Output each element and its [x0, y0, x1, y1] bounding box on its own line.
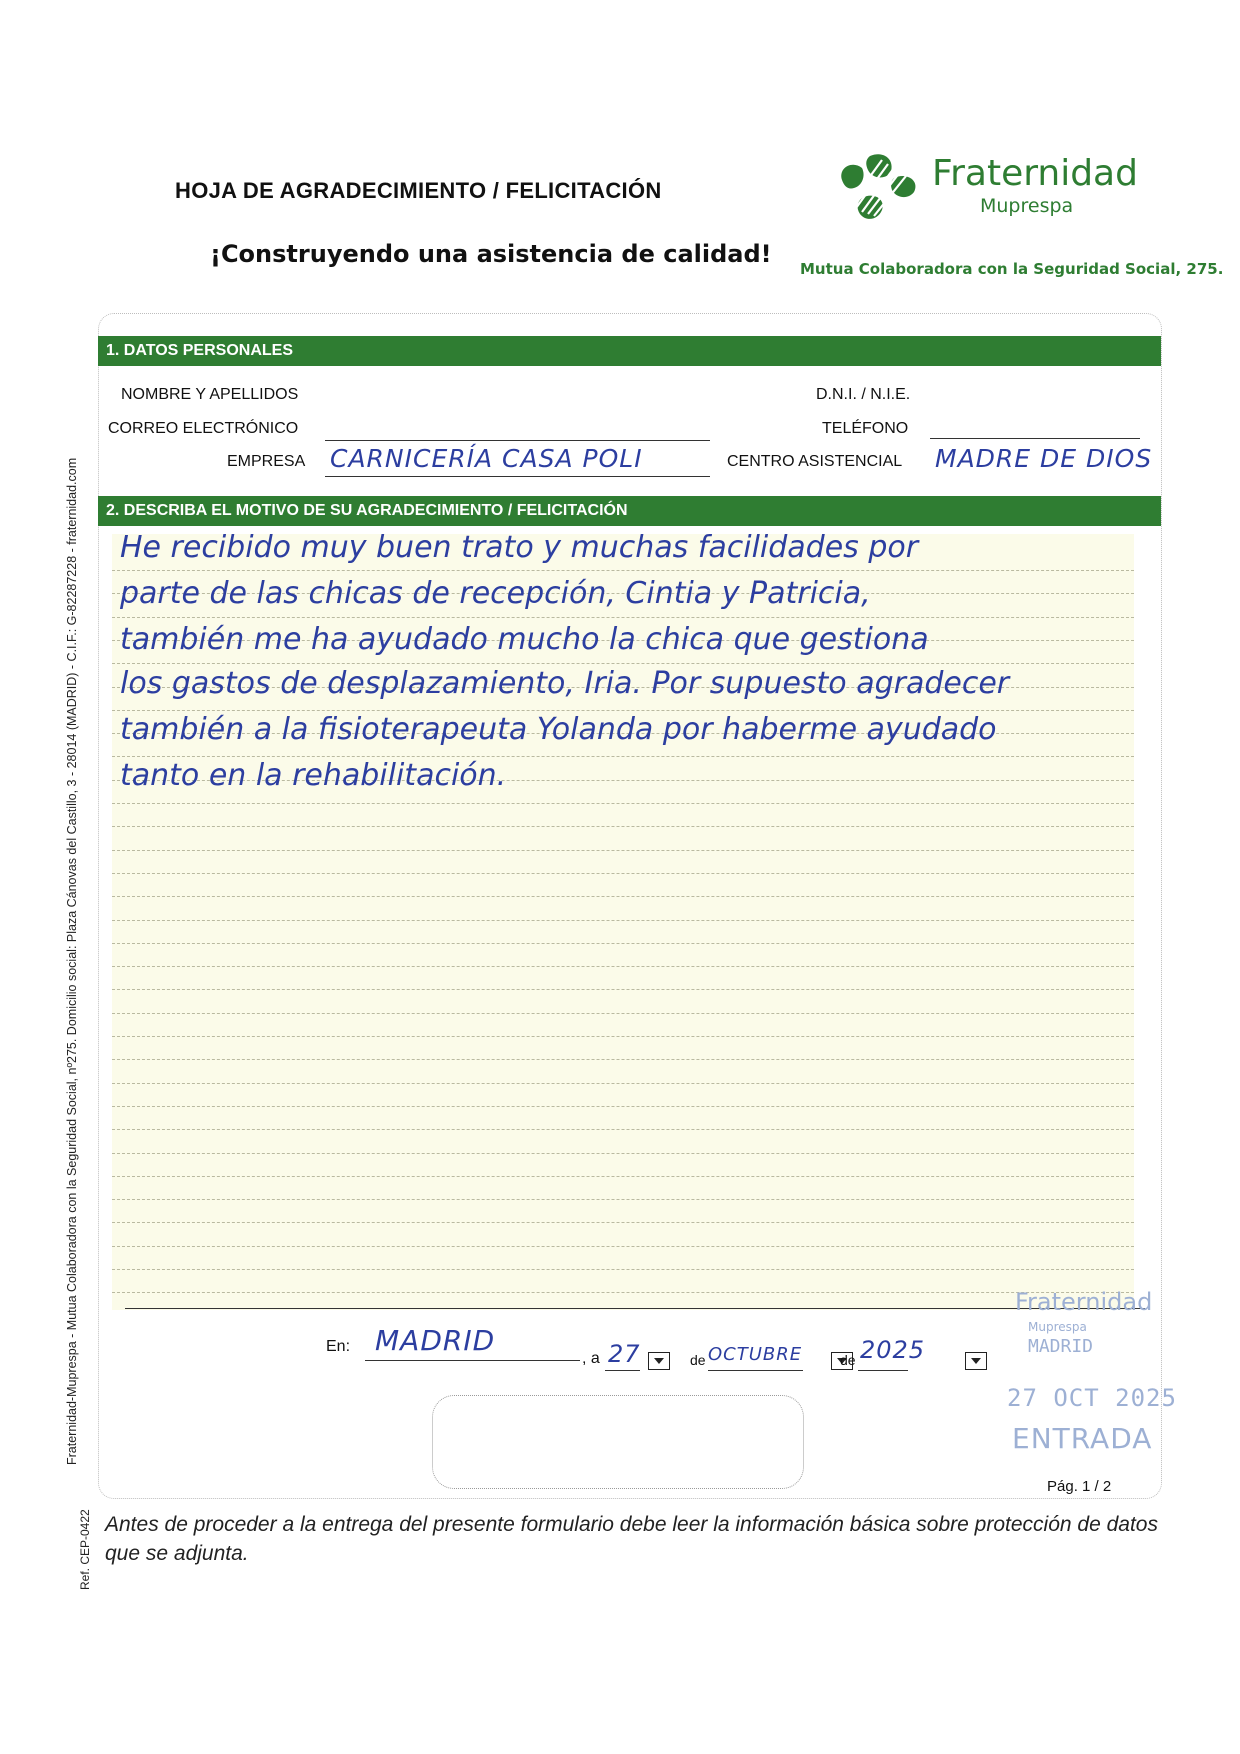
brand-name: Fraternidad [932, 153, 1138, 194]
ruled-line [112, 1292, 1134, 1293]
day-prefix: , a [582, 1350, 600, 1367]
stamp-word: ENTRADA [1012, 1422, 1153, 1455]
center-value[interactable]: MADRE DE DIOS [935, 444, 1153, 473]
day-value[interactable]: 27 [608, 1340, 641, 1368]
phone-label: TELÉFONO [822, 420, 909, 437]
ruled-line [112, 663, 1134, 664]
company-label: EMPRESA [227, 453, 306, 470]
ruled-line [112, 920, 1134, 921]
privacy-notice: Antes de proceder a la entrega del presente formulario debe leer la información básica sobre protección de datos que se adjunta. [105, 1513, 1158, 1565]
ruled-line [112, 617, 1134, 618]
page-number: Pág. 1 / 2 [1047, 1478, 1112, 1495]
stamp-city: MADRID [1028, 1336, 1094, 1357]
ruled-line [112, 896, 1134, 897]
month-prefix: de [690, 1352, 706, 1368]
ruled-line [112, 1129, 1134, 1130]
ruled-line [112, 1222, 1134, 1223]
name-label: NOMBRE Y APELLIDOS [121, 386, 299, 403]
month-value[interactable]: OCTUBRE [708, 1344, 803, 1365]
email-label: CORREO ELECTRÓNICO [108, 420, 299, 437]
ruled-line [112, 803, 1134, 804]
reference-code: Ref. CEP-0422 [78, 1509, 92, 1590]
year-prefix: de [840, 1352, 856, 1368]
reason-line: He recibido muy buen trato y muchas facilidades por [120, 530, 919, 565]
ruled-line [112, 966, 1134, 967]
phone-field[interactable] [930, 438, 1140, 439]
center-label: CENTRO ASISTENCIAL [727, 453, 903, 470]
signature-line [125, 1308, 1145, 1309]
section-reason-header: 2. DESCRIBA EL MOTIVO DE SU AGRADECIMIENTO / FELICITACIÓN [98, 496, 1161, 526]
reason-line: los gastos de desplazamiento, Iria. Por supuesto agradecer [120, 666, 1010, 701]
place-value[interactable]: MADRID [375, 1324, 496, 1357]
ruled-line [112, 943, 1134, 944]
day-field-line [605, 1370, 640, 1371]
ruled-line [112, 570, 1134, 571]
ruled-line [112, 1059, 1134, 1060]
name-field[interactable] [325, 405, 710, 406]
day-dropdown-icon[interactable] [648, 1352, 670, 1370]
ruled-line [112, 850, 1134, 851]
reason-line: también me ha ayudado mucho la chica que gestiona [120, 622, 929, 657]
place-label: En: [326, 1338, 351, 1355]
ruled-line [112, 1013, 1134, 1014]
reason-line: tanto en la rehabilitación. [120, 758, 507, 793]
stamp-date: 27 OCT 2025 [1007, 1384, 1177, 1412]
dni-label: D.N.I. / N.I.E. [816, 386, 911, 403]
stamp-brand: Fraternidad [1015, 1288, 1153, 1316]
fraternidad-logo-icon [832, 150, 932, 230]
year-value[interactable]: 2025 [860, 1336, 926, 1364]
place-field-line [365, 1360, 580, 1361]
year-dropdown-icon[interactable] [965, 1352, 987, 1370]
ruled-line [112, 1106, 1134, 1107]
ruled-line [112, 989, 1134, 990]
document-title: HOJA DE AGRADECIMIENTO / FELICITACIÓN [175, 178, 662, 203]
brand-tagline: Mutua Colaboradora con la Seguridad Social, 275. [800, 260, 1224, 278]
company-value[interactable]: CARNICERÍA CASA POLI [330, 444, 643, 473]
ruled-line [112, 710, 1134, 711]
stamp-sub: Muprespa [1028, 1320, 1087, 1334]
document-subtitle: ¡Construyendo una asistencia de calidad! [210, 240, 772, 268]
brand-subname: Muprespa [980, 195, 1074, 217]
ruled-line [112, 1246, 1134, 1247]
ruled-line [112, 1036, 1134, 1037]
section-personal-data-header: 1. DATOS PERSONALES [98, 336, 1161, 366]
ruled-line [112, 1083, 1134, 1084]
side-legal-text: Fraternidad-Muprespa - Mutua Colaboradora con la Seguridad Social, nº275. Domicilio social: Plaza Cánovas del Castillo, 3 - 28014 (MADRID) - C.I.F.: G-82287228 - fraternidad.com [65, 457, 79, 1465]
ruled-line [112, 1199, 1134, 1200]
reason-line: parte de las chicas de recepción, Cintia y Patricia, [120, 576, 871, 611]
ruled-line [112, 873, 1134, 874]
dni-field[interactable] [930, 405, 1130, 406]
signature-box[interactable] [432, 1395, 804, 1489]
ruled-line [112, 1153, 1134, 1154]
month-field-line [708, 1370, 803, 1371]
company-field-line [325, 476, 710, 477]
email-field[interactable] [325, 440, 710, 441]
ruled-line [112, 1269, 1134, 1270]
ruled-line [112, 1176, 1134, 1177]
ruled-line [112, 826, 1134, 827]
reason-line: también a la fisioterapeuta Yolanda por haberme ayudado [120, 712, 997, 747]
year-field-line [858, 1370, 908, 1371]
